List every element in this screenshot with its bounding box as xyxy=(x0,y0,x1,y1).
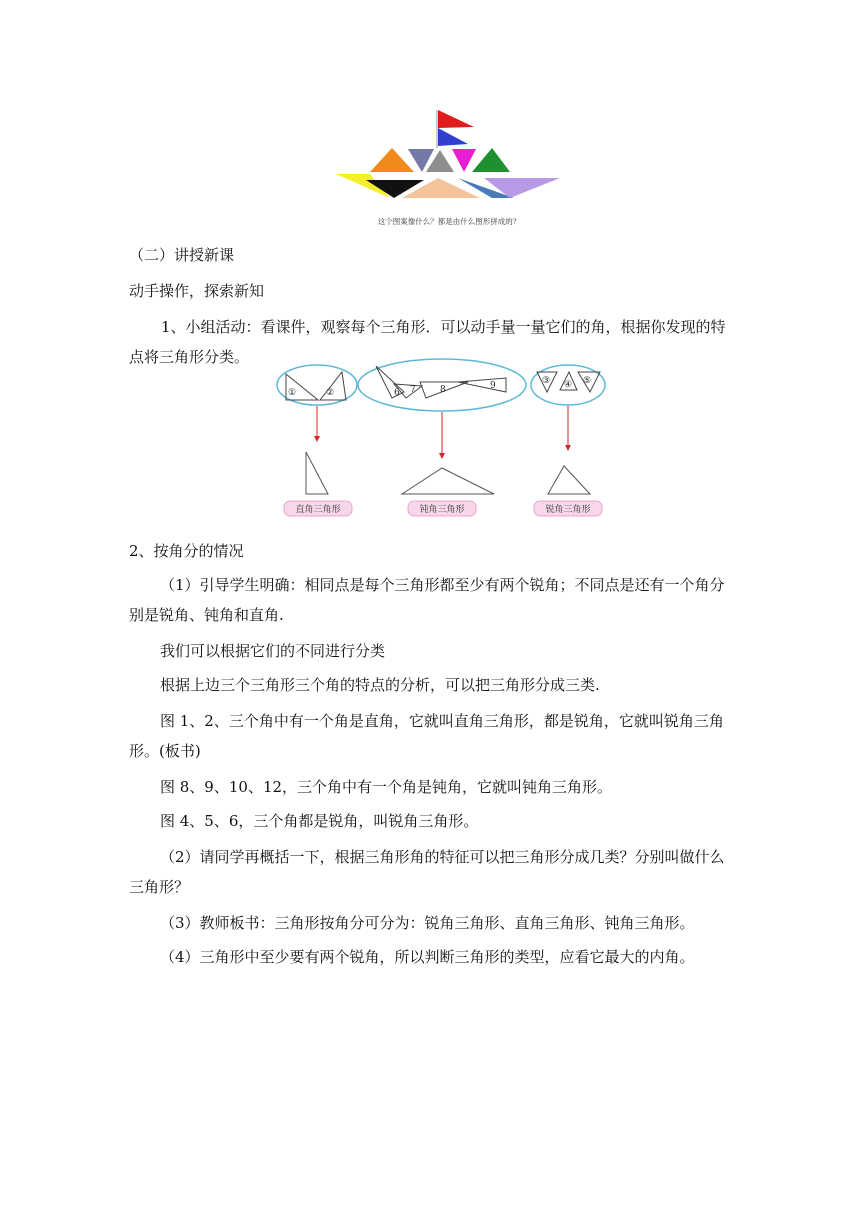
number-4: ④ xyxy=(564,380,573,390)
paragraph-2-3: （3）教师板书：三角形按角分可分为：锐角三角形、直角三角形、钝角三角形。 xyxy=(160,914,695,932)
arrow-right xyxy=(314,406,320,442)
magenta-triangle xyxy=(452,149,476,172)
acute-label: 锐角三角形 xyxy=(545,505,591,515)
blue-flag-triangle xyxy=(438,128,468,146)
green-triangle xyxy=(472,148,510,172)
red-flag-triangle xyxy=(438,110,474,128)
orange-triangle xyxy=(370,148,414,172)
result-acute-triangle xyxy=(548,466,590,494)
number-2: ② xyxy=(326,388,335,398)
paragraph-2-4: （4）三角形中至少要有两个锐角，所以判断三角形的类型，应看它最大的内角。 xyxy=(160,948,695,966)
paragraph-fig12-line-2: 形。(板书) xyxy=(129,742,201,760)
triangle-6 xyxy=(376,366,404,398)
subtitle: 动手操作，探索新知 xyxy=(129,282,265,300)
triangle-classification-figure xyxy=(272,352,612,522)
result-obtuse-triangle xyxy=(402,468,494,494)
paragraph-2-1-line-1: （1）引导学生明确：相同点是每个三角形都至少有两个锐角；不同点是还有一个角分 xyxy=(160,576,725,594)
paragraph-obtuse: 图 8、9、10、12，三个角中有一个角是钝角，它就叫钝角三角形。 xyxy=(160,778,613,796)
paragraph-analysis: 根据上边三个三角形三个角的特点的分析，可以把三角形分成三类. xyxy=(160,676,600,694)
paragraph-fig12-line-1: 图 1、2、三个角中有一个角是直角，它就叫直角三角形，都是锐角，它就叫锐角三角 xyxy=(160,712,724,730)
paragraph-classify: 我们可以根据它们的不同进行分类 xyxy=(160,642,386,660)
arrow-obtuse xyxy=(439,412,445,459)
number-5: ⑤ xyxy=(583,376,592,386)
right-label: 直角三角形 xyxy=(295,505,341,515)
paragraph-2-2-line-2: 三角形？ xyxy=(129,878,190,896)
number-6: 6 xyxy=(394,388,400,398)
activity-line-1: 1、小组活动：看课件，观察每个三角形．可以动手量一量它们的角，根据你发现的特 xyxy=(161,318,726,336)
section-title: （二）讲授新课 xyxy=(129,246,235,264)
obtuse-label: 钝角三角形 xyxy=(419,505,465,515)
paragraph-2-1-line-2: 别是锐角、钝角和直角. xyxy=(129,606,284,624)
number-8: 8 xyxy=(440,385,446,395)
result-right-triangle xyxy=(306,452,328,494)
paragraph-2-2-line-1: （2）请同学再概括一下，根据三角形角的特征可以把三角形分成几类？分别叫做什么 xyxy=(160,848,725,866)
activity-line-2: 点将三角形分类。 xyxy=(129,348,250,366)
triangle-ship-figure xyxy=(334,104,564,200)
number-1: ① xyxy=(288,388,297,398)
paragraph-2: 2、按角分的情况 xyxy=(129,542,244,560)
paragraph-acute: 图 4、5、6，三个角都是锐角，叫锐角三角形。 xyxy=(160,812,479,830)
number-7: 7 xyxy=(410,385,416,395)
arrow-acute xyxy=(565,406,571,451)
triangle-9 xyxy=(458,378,506,392)
number-9: 9 xyxy=(490,381,496,391)
number-3: ③ xyxy=(542,376,551,386)
figure1-caption: 这个图案像什么？都是由什么图形拼成的？ xyxy=(377,217,521,226)
